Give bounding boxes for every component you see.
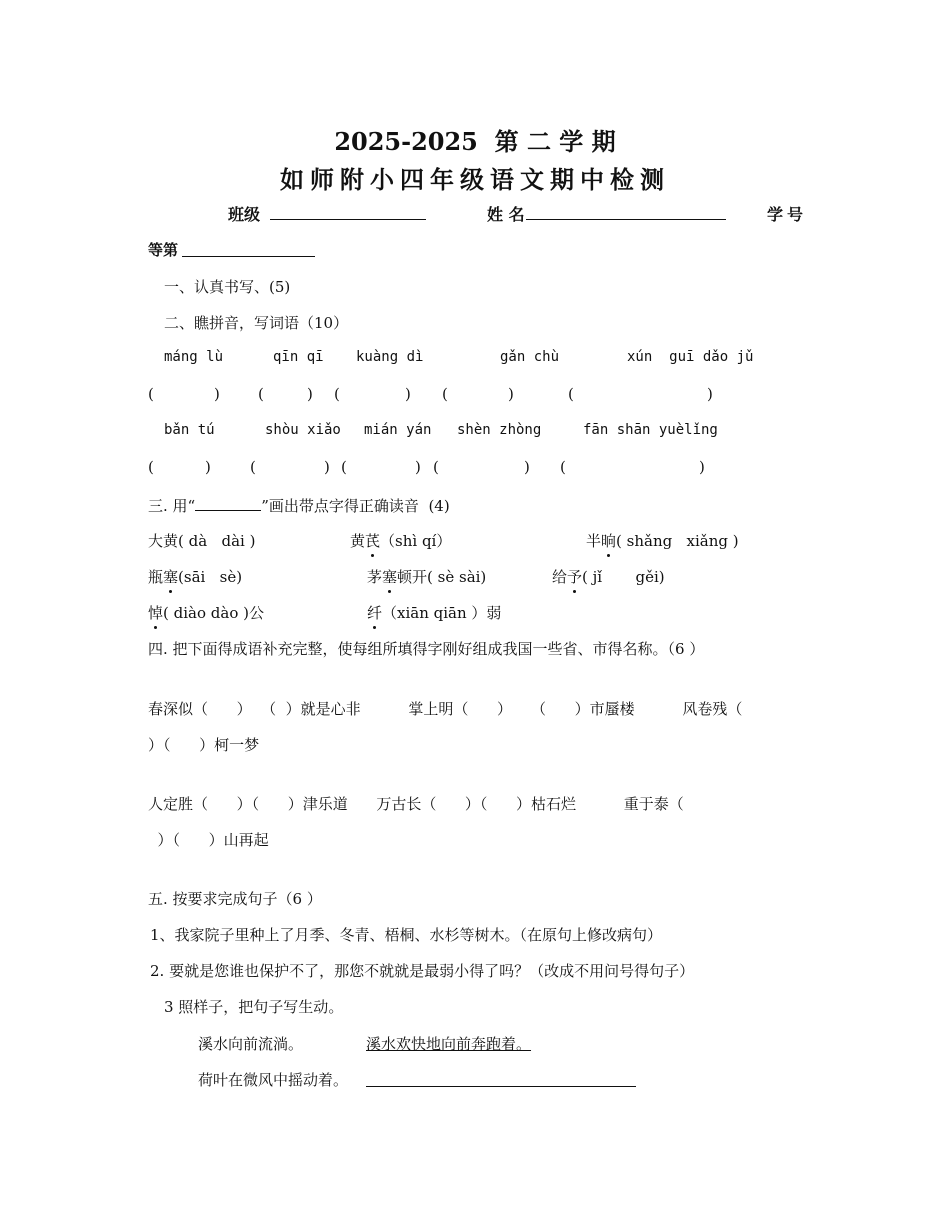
reading-char: 茅 (367, 568, 383, 586)
id-label: 学号 (767, 205, 808, 224)
example-answer: 溪水欢快地向前奔跑着。 (366, 1035, 532, 1053)
answer-paren-close: ) (307, 385, 313, 403)
sentence-task-2: 2. 要就是您谁也保护不了，那您不就就是最弱小得了吗？（改成不用问号得句子） (150, 962, 695, 980)
section-3-score: (4) (428, 497, 450, 515)
dotted-char: 纤 (367, 604, 383, 622)
reading-char: 瓶 (148, 568, 164, 586)
rank-blank[interactable] (182, 238, 315, 257)
idiom-line-1: 春深似（ ） （ ）就是心非 掌上明（ ） （ ）市蜃楼 风卷残（ (148, 700, 743, 718)
answer-paren-close: ) (699, 458, 705, 476)
pinyin-2: qīn qī (273, 349, 324, 365)
dotted-char: 予 (567, 568, 583, 586)
pinyin-6: bǎn tú (164, 422, 215, 438)
reading-options: ( shǎng xiǎng ) (616, 532, 739, 550)
answer-paren-open: ( (442, 385, 448, 403)
reading-item-2 (350, 530, 451, 551)
answer-paren-close: ) (707, 385, 713, 403)
answer-paren-open: ( (334, 385, 340, 403)
answer-paren-close: ) (214, 385, 220, 403)
answer-paren-close: ) (324, 458, 330, 476)
class-blank[interactable] (270, 201, 426, 220)
pinyin-3: kuàng dì (356, 349, 424, 365)
idiom-line-2: ）（ ）柯一梦 (148, 736, 260, 754)
sentence-task-1: 1、我家院子里种上了月季、冬青、梧桐、水杉等树木。（在原句上修改病句） (150, 926, 663, 944)
section-2-heading: 二、瞧拼音，写词语（10） (164, 314, 349, 332)
reading-options: （xiān qiān ）弱 (382, 604, 502, 622)
section-3-heading-a: 三. 用“ (148, 497, 196, 515)
exam-title-term: 2025-2025 第 二 学 期 (334, 127, 616, 156)
answer-paren-open: ( (148, 458, 154, 476)
pinyin-1: máng lù (164, 349, 224, 365)
name-blank[interactable] (526, 201, 726, 220)
dotted-char: 晌 (601, 532, 617, 550)
answer-paren-open: ( (433, 458, 439, 476)
answer-paren-close: ) (205, 458, 211, 476)
section-5-heading: 五. 按要求完成句子（6 ） (148, 890, 322, 908)
reading-char: 半 (586, 532, 602, 550)
answer-paren-open: ( (568, 385, 574, 403)
dotted-char: 芪 (365, 532, 381, 550)
sentence-task-3: 3 照样子，把句子写生动。 (164, 998, 344, 1016)
reading-item-6 (552, 566, 665, 587)
answer-paren-close: ) (524, 458, 530, 476)
example-sentence: 溪水向前流淌。 (198, 1035, 304, 1053)
answer-blank[interactable] (366, 1069, 636, 1087)
answer-paren-close: ) (415, 458, 421, 476)
pinyin-9: shèn zhòng (457, 422, 542, 438)
reading-options: (sāi sè) (178, 568, 243, 586)
reading-item-7 (148, 602, 264, 623)
heading-underline-sample (195, 494, 261, 511)
answer-paren-open: ( (560, 458, 566, 476)
reading-item-3 (586, 530, 739, 551)
answer-paren-close: ) (405, 385, 411, 403)
answer-paren-close: ) (508, 385, 514, 403)
pinyin-5: xún guī dǎo jǔ (627, 349, 754, 365)
section-1-heading: 一、认真书写、(5) (164, 278, 291, 296)
rank-label: 等第 (148, 241, 179, 259)
dotted-char: 悼 (148, 604, 164, 622)
idiom-line-4: ）（ ）山再起 (148, 831, 269, 849)
reading-options: ( diào dào )公 (163, 604, 264, 622)
idiom-line-3: 人定胜（ ）（ ）津乐道 万古长（ ）（ ）枯石烂 重于泰（ (148, 795, 684, 813)
reading-options: 顿开( sè sài) (397, 568, 487, 586)
reading-options: ( jǐ gěi) (582, 568, 665, 586)
section-3-heading (148, 494, 450, 516)
reading-options: （shì qí） (380, 532, 452, 550)
pinyin-10: fān shān yuèlǐng (583, 422, 718, 438)
reading-item-5 (367, 566, 486, 587)
answer-paren-open: ( (250, 458, 256, 476)
reading-item-4 (148, 566, 242, 587)
reading-item-1: 大黄( dà dài ) (148, 532, 256, 550)
section-4-heading: 四. 把下面得成语补充完整，使每组所填得字刚好组成我国一些省、市得名称。（6 ） (148, 640, 705, 658)
name-label: 姓 名 (487, 205, 525, 224)
answer-paren-open: ( (258, 385, 264, 403)
pinyin-8: mián yán (364, 422, 432, 438)
class-label: 班级 (228, 205, 261, 224)
dotted-char: 塞 (382, 568, 398, 586)
section-3-heading-b: ”画出带点字得正确读音 (261, 497, 419, 515)
answer-paren-open: ( (341, 458, 347, 476)
exam-title-main: 如师附小四年级语文期中检测 (280, 165, 670, 194)
dotted-char: 塞 (163, 568, 179, 586)
pinyin-7: shòu xiǎo (265, 422, 341, 438)
reading-item-8 (367, 602, 501, 623)
pinyin-4: gǎn chù (500, 349, 560, 365)
reading-char: 给 (552, 568, 568, 586)
answer-paren-open: ( (148, 385, 154, 403)
task-sentence: 荷叶在微风中摇动着。 (198, 1071, 349, 1089)
reading-char: 黄 (350, 532, 366, 550)
